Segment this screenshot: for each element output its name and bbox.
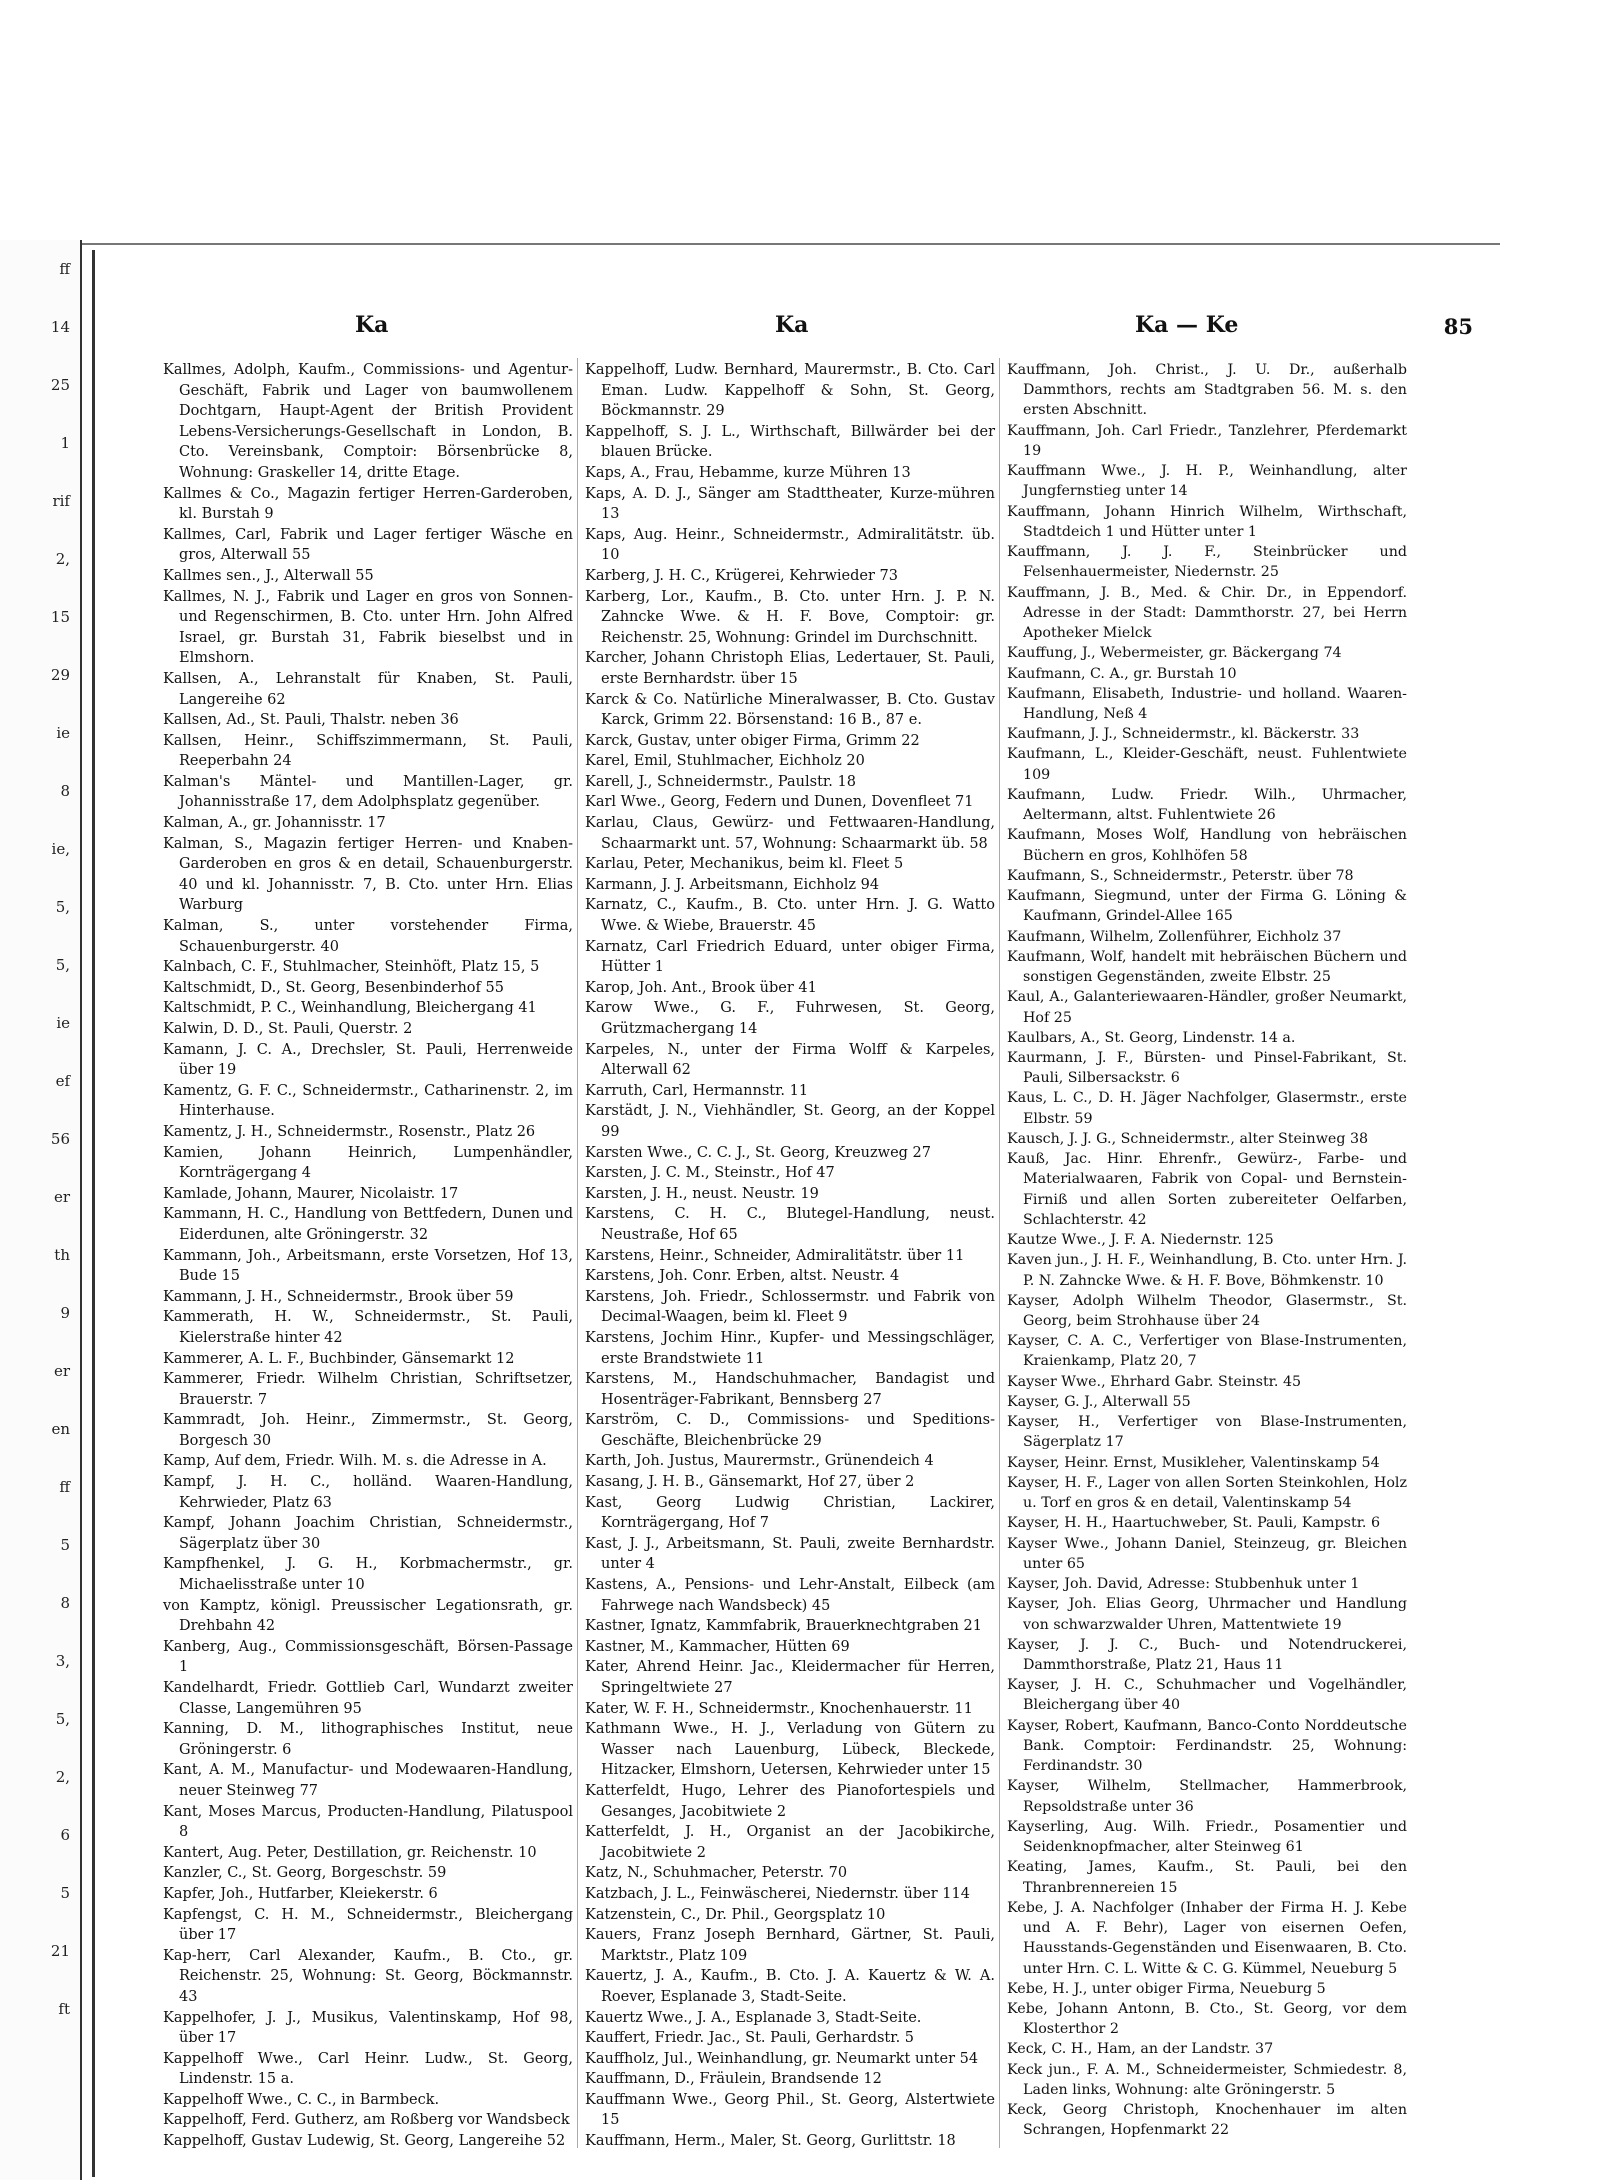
directory-entry: Kaps, A. D. J., Sänger am Stadttheater, Kurze-mühren 13: [585, 485, 995, 523]
directory-entry: Kaufmann, C. A., gr. Burstah 10: [1007, 665, 1237, 682]
previous-page-fragment: 6: [60, 1826, 70, 1844]
directory-entry: Kaufmann, Elisabeth, Industrie- und holland. Waaren-Handlung, Neß 4: [1007, 685, 1407, 722]
directory-entry: Kaltschmidt, D., St. Georg, Besenbinderhof 55: [163, 979, 504, 996]
directory-entry: Kaulbars, A., St. Georg, Lindenstr. 14 a.: [1007, 1029, 1296, 1046]
previous-page-fragment: 21: [50, 1942, 70, 1960]
previous-page-fragment: 5: [60, 1536, 70, 1554]
directory-entry: Kamann, J. C. A., Drechsler, St. Pauli, Herrenweide über 19: [163, 1041, 573, 1079]
directory-entry: Kammann, Joh., Arbeitsmann, erste Vorsetzen, Hof 13, Bude 15: [163, 1247, 573, 1285]
directory-entry: Kamentz, G. F. C., Schneidermstr., Catharinenstr. 2, im Hinterhause.: [163, 1082, 573, 1120]
directory-entry: Kausch, J. J. G., Schneidermstr., alter Steinweg 38: [1007, 1130, 1369, 1147]
previous-page-fragment: 14: [50, 318, 70, 336]
column-3: [1007, 360, 1407, 2141]
directory-entry: Kauers, Franz Joseph Bernhard, Gärtner, St. Pauli, Marktstr., Platz 109: [585, 1927, 995, 1964]
directory-page: [92, 250, 1503, 2177]
directory-entry: Kaufmann, Ludw. Friedr. Wilh., Uhrmacher, Aeltermann, altst. Fuhlentwiete 26: [1007, 786, 1407, 824]
directory-entry: Kalman, S., unter vorstehender Firma, Schauenburgerstr. 40: [163, 918, 573, 955]
directory-entry: Kebe, J. A. Nachfolger (Inhaber der Firma H. J. Kebe und A. F. Behr), Lager von eisernen Oefen, Hausstands-Gegenständen und Eisenwaaren, B. Cto. unter Hrn. C. L. Witte & C. G. Kümmel, Neueburg 5: [1007, 1899, 1407, 1977]
directory-entry: Karell, J., Schneidermstr., Paulstr. 18: [585, 773, 856, 790]
directory-entry: Kayser, C. A. C., Verfertiger von Blase-Instrumenten, Kraienkamp, Platz 20, 7: [1007, 1333, 1407, 1370]
directory-entry: Kayser, Robert, Kaufmann, Banco-Conto Norddeutsche Bank. Comptoir: Ferdinandstr. 25, Wohnung: Ferdinandstr. 30: [1007, 1717, 1407, 1775]
directory-entry: Kant, A. M., Manufactur- und Modewaaren-Handlung, neuer Steinweg 77: [163, 1762, 573, 1799]
directory-entry: Karth, Joh. Justus, Maurermstr., Grünendeich 4: [585, 1453, 934, 1470]
directory-entry: Karberg, J. H. C., Krügerei, Kehrwieder 73: [585, 567, 898, 584]
directory-entry: Kalman, A., gr. Johannisstr. 17: [163, 815, 386, 832]
directory-entry: Kammann, H. C., Handlung von Bettfedern, Dunen und Eiderdunen, alte Gröningerstr. 32: [163, 1206, 573, 1243]
directory-entry: Karnatz, C., Kaufm., B. Cto. unter Hrn. J. G. Watto Wwe. & Wiebe, Brauerstr. 45: [585, 897, 995, 935]
directory-entry: Kautze Wwe., J. F. A. Niedernstr. 125: [1007, 1232, 1274, 1249]
directory-entry: Kauffmann, J. J. F., Steinbrücker und Felsenhauermeister, Niedernstr. 25: [1007, 544, 1407, 581]
directory-entry: Kaufmann, Moses Wolf, Handlung von hebräischen Büchern en gros, Kohlhöfen 58: [1007, 827, 1407, 864]
directory-entry: Karstädt, J. N., Viehhändler, St. Georg, an der Koppel 99: [585, 1103, 995, 1140]
directory-entry: Kampf, Johann Joachim Christian, Schneidermstr., Sägerplatz über 30: [163, 1515, 573, 1552]
directory-entry: Kammerath, H. W., Schneidermstr., St. Pauli, Kielerstraße hinter 42: [163, 1309, 573, 1346]
directory-entry: von Kamptz, königl. Preussischer Legationsrath, gr. Drehbahn 42: [163, 1597, 573, 1635]
directory-entry: Kauertz Wwe., J. A., Esplanade 3, Stadt-Seite.: [585, 2009, 922, 2026]
directory-entry: Karel, Emil, Stuhlmacher, Eichholz 20: [585, 753, 865, 770]
directory-entry: Karstens, Heinr., Schneider, Admiralitätstr. über 11: [585, 1247, 965, 1264]
directory-entry: Kandelhardt, Friedr. Gottlieb Carl, Wundarzt zweiter Classe, Langemühren 95: [163, 1680, 573, 1717]
column-rule-1: [577, 358, 578, 2148]
directory-entry: Kanning, D. M., lithographisches Institut, neue Gröningerstr. 6: [163, 1721, 573, 1758]
directory-entry: Kayser, J. J. C., Buch- und Notendruckerei, Dammthorstraße, Platz 21, Haus 11: [1007, 1636, 1407, 1673]
directory-entry: Kapfengst, C. H. M., Schneidermstr., Bleichergang über 17: [163, 1906, 573, 1944]
directory-entry: Kayser, H., Verfertiger von Blase-Instrumenten, Sägerplatz 17: [1007, 1414, 1407, 1451]
directory-entry: Kater, W. F. H., Schneidermstr., Knochenhauerstr. 11: [585, 1700, 973, 1717]
directory-entry: Kaufmann, Wolf, handelt mit hebräischen Büchern und sonstigen Gegenständen, zweite Elbstr. 25: [1007, 948, 1407, 986]
previous-page-fragment: 5,: [55, 1710, 70, 1728]
directory-entry: Kayser, Joh. Elias Georg, Uhrmacher und Handlung von schwarzwalder Uhren, Mattentwiete 19: [1007, 1596, 1407, 1633]
directory-entry: Kaps, Aug. Heinr., Schneidermstr., Admiralitätstr. üb. 10: [585, 526, 995, 564]
previous-page-fragment: er: [53, 1188, 70, 1206]
directory-entry: Kayser, G. J., Alterwall 55: [1007, 1393, 1191, 1410]
directory-entry: Kamien, Johann Heinrich, Lumpenhändler, Kornträgergang 4: [163, 1144, 573, 1182]
directory-entry: Kauffmann Wwe., Georg Phil., St. Georg, Alstertwiete 15: [585, 2091, 995, 2129]
directory-entry: Kasang, J. H. B., Gänsemarkt, Hof 27, über 2: [585, 1474, 915, 1491]
column-header-middle: Ka: [775, 312, 809, 338]
directory-entry: Kauertz, J. A., Kaufm., B. Cto. J. A. Kauertz & W. A. Roever, Esplanade 3, Stadt-Seite.: [585, 1968, 995, 2005]
directory-entry: Kammradt, Joh. Heinr., Zimmermstr., St. Georg, Borgesch 30: [163, 1412, 573, 1449]
directory-entry: Kammann, J. H., Schneidermstr., Brook über 59: [163, 1288, 514, 1305]
directory-entry: Karruth, Carl, Hermannstr. 11: [585, 1082, 809, 1099]
directory-entry: Kallmes sen., J., Alterwall 55: [163, 567, 374, 584]
previous-page-fragment: th: [54, 1246, 70, 1264]
directory-entry: Kalman, S., Magazin fertiger Herren- und Knaben-Garderoben en gros & en detail, Schauenburgerstr. 40 und kl. Johannisstr. 7, B. Cto. unter Hrn. Elias Warburg: [163, 835, 573, 914]
directory-entry: Kaufmann, Siegmund, unter der Firma G. Löning & Kaufmann, Grindel-Allee 165: [1007, 888, 1407, 925]
column-2: [585, 360, 995, 2152]
previous-page-fragment: 9: [60, 1304, 70, 1322]
directory-entry: Kauffert, Friedr. Jac., St. Pauli, Gerhardstr. 5: [585, 2030, 915, 2047]
directory-entry: Kap-herr, Carl Alexander, Kaufm., B. Cto., gr. Reichenstr. 25, Wohnung: St. Georg, Böckmannstr. 43: [163, 1947, 573, 2005]
directory-entry: Kauß, Jac. Hinr. Ehrenfr., Gewürz-, Farbe- und Materialwaaren, Fabrik von Copal- und Bernstein-Firniß und allen Sorten zubereiteter Oelfarben, Schlachterstr. 42: [1007, 1151, 1407, 1228]
directory-entry: Karck & Co. Natürliche Mineralwasser, B. Cto. Gustav Karck, Grimm 22. Börsenstand: 16 B., 87 e.: [585, 691, 995, 729]
directory-entry: Kappelhofer, J. J., Musikus, Valentinskamp, Hof 98, über 17: [163, 2009, 573, 2047]
previous-page-fragment: 8: [60, 1594, 70, 1612]
directory-entry: Kallmes, N. J., Fabrik und Lager en gros von Sonnen- und Regenschirmen, B. Cto. unter Hrn. John Alfred Israel, gr. Burstah 31, Fabrik bieselbst und in Elmshorn.: [163, 588, 573, 667]
directory-entry: Kauffmann, D., Fräulein, Brandsende 12: [585, 2071, 882, 2088]
directory-entry: Kanberg, Aug., Commissionsgeschäft, Börsen-Passage 1: [163, 1638, 573, 1676]
directory-entry: Kaul, A., Galanteriewaaren-Händler, großer Neumarkt, Hof 25: [1007, 989, 1407, 1026]
directory-entry: Kaltschmidt, P. C., Weinhandlung, Bleichergang 41: [163, 1000, 537, 1017]
directory-entry: Kappelhoff, Ferd. Gutherz, am Roßberg vor Wandsbeck: [163, 2112, 570, 2129]
previous-page-fragment: 3,: [55, 1652, 70, 1670]
previous-page-fragment: 2,: [55, 550, 70, 568]
directory-entry: Kanzler, C., St. Georg, Borgeschstr. 59: [163, 1865, 447, 1882]
directory-entry: Kallmes & Co., Magazin fertiger Herren-Garderoben, kl. Burstah 9: [163, 485, 573, 523]
directory-entry: Kallsen, Ad., St. Pauli, Thalstr. neben 36: [163, 712, 459, 729]
directory-entry: Kayser, J. H. C., Schuhmacher und Vogelhändler, Bleichergang über 40: [1007, 1677, 1407, 1714]
directory-entry: Kallsen, A., Lehranstalt für Knaben, St. Pauli, Langereihe 62: [163, 670, 573, 708]
directory-entry: Kalwin, D. D., St. Pauli, Querstr. 2: [163, 1021, 413, 1037]
directory-entry: Kant, Moses Marcus, Producten-Handlung, Pilatuspool 8: [163, 1803, 573, 1841]
directory-entry: Kammerer, Friedr. Wilhelm Christian, Schriftsetzer, Brauerstr. 7: [163, 1371, 573, 1408]
previous-page-fragment: 5,: [55, 898, 70, 916]
directory-entry: Kammerer, A. L. F., Buchbinder, Gänsemarkt 12: [163, 1350, 515, 1367]
directory-entry: Kaurmann, J. F., Bürsten- und Pinsel-Fabrikant, St. Pauli, Silbersackstr. 6: [1007, 1049, 1407, 1087]
directory-entry: Karsten, J. H., neust. Neustr. 19: [585, 1185, 819, 1202]
directory-entry: Kayser, Heinr. Ernst, Musikleher, Valentinskamp 54: [1007, 1454, 1380, 1471]
previous-page-fragment: en: [51, 1420, 70, 1438]
directory-entry: Kaufmann, S., Schneidermstr., Peterstr. über 78: [1007, 867, 1354, 884]
directory-entry: Kamp, Auf dem, Friedr. Wilh. M. s. die Adresse in A.: [163, 1453, 547, 1470]
directory-entry: Kaufmann, J. J., Schneidermstr., kl. Bäckerstr. 33: [1007, 726, 1360, 743]
directory-entry: Kaven jun., J. H. F., Weinhandlung, B. Cto. unter Hrn. J. P. N. Zahncke Wwe. & H. F. Bove, Böhmkenstr. 10: [1007, 1252, 1407, 1289]
directory-entry: Kebe, Johann Antonn, B. Cto., St. Georg, vor dem Klosterthor 2: [1007, 2000, 1407, 2038]
previous-page-fragment: 1: [60, 434, 70, 452]
directory-entry: Karcher, Johann Christoph Elias, Ledertauer, St. Pauli, erste Bernhardstr. über 15: [585, 650, 995, 687]
previous-page-fragment: 29: [50, 666, 70, 684]
directory-entry: Karnatz, Carl Friedrich Eduard, unter obiger Firma, Hütter 1: [585, 938, 995, 976]
directory-entry: Kappelhoff, Ludw. Bernhard, Maurermstr., B. Cto. Carl Eman. Ludw. Kappelhoff & Sohn, St. Georg, Böckmannstr. 29: [585, 362, 995, 420]
page-number: 85: [1443, 314, 1473, 339]
previous-page-fragment: ie: [56, 724, 70, 742]
directory-entry: Keck, Georg Christoph, Knochenhauer im alten Schrangen, Hopfenmarkt 22: [1007, 2102, 1407, 2139]
directory-entry: Karl Wwe., Georg, Federn und Dunen, Dovenfleet 71: [585, 794, 974, 811]
directory-entry: Karstens, M., Handschuhmacher, Bandagist und Hosenträger-Fabrikant, Bennsberg 27: [585, 1371, 995, 1408]
column-1: [163, 360, 573, 2152]
directory-entry: Kast, J. J., Arbeitsmann, St. Pauli, zweite Bernhardstr. unter 4: [585, 1535, 995, 1573]
directory-entry: Kauffmann, J. B., Med. & Chir. Dr., in Eppendorf. Adresse in der Stadt: Dammthorstr. 27, bei Herrn Apotheker Mielck: [1007, 584, 1407, 642]
previous-page-fragment: ef: [55, 1072, 70, 1090]
previous-page-fragment: ie,: [51, 840, 70, 858]
directory-entry: Karstens, Joh. Friedr., Schlossermstr. und Fabrik von Decimal-Waagen, beim kl. Fleet 9: [585, 1288, 995, 1326]
directory-entry: Kauffmann, Joh. Christ., J. U. Dr., außerhalb Dammthors, rechts am Stadtgraben 56. M. s. den ersten Abschnitt.: [1007, 362, 1407, 419]
previous-page-fragment: 8: [60, 782, 70, 800]
directory-entry: Karlau, Peter, Mechanikus, beim kl. Fleet 5: [585, 856, 904, 873]
directory-entry: Kauffmann Wwe., J. H. P., Weinhandlung, alter Jungfernstieg unter 14: [1007, 463, 1407, 500]
directory-entry: Kauffmann, Herm., Maler, St. Georg, Gurlittstr. 18: [585, 2133, 956, 2150]
directory-entry: Karstens, C. H. C., Blutegel-Handlung, neust. Neustraße, Hof 65: [585, 1206, 995, 1243]
previous-page-fragment: rif: [52, 492, 70, 510]
previous-page-fragment: 5,: [55, 956, 70, 974]
directory-entry: Kantert, Aug. Peter, Destillation, gr. Reichenstr. 10: [163, 1844, 537, 1861]
previous-page-fragment: 25: [50, 376, 70, 394]
directory-entry: Kauffung, J., Webermeister, gr. Bäckergang 74: [1007, 645, 1342, 662]
directory-entry: Kayser Wwe., Johann Daniel, Steinzeug, gr. Bleichen unter 65: [1007, 1535, 1407, 1572]
previous-page-fragment: ie: [56, 1014, 70, 1032]
directory-entry: Karop, Joh. Ant., Brook über 41: [585, 979, 817, 996]
directory-entry: Katterfeldt, Hugo, Lehrer des Pianofortespiels und Gesanges, Jacobitwiete 2: [585, 1782, 995, 1820]
directory-entry: Kamentz, J. H., Schneidermstr., Rosenstr., Platz 26: [163, 1123, 536, 1140]
previous-page-fragment: 5: [60, 1884, 70, 1902]
directory-entry: Karck, Gustav, unter obiger Firma, Grimm 22: [585, 732, 920, 749]
directory-entry: Kallsen, Heinr., Schiffszimmermann, St. Pauli, Reeperbahn 24: [163, 732, 573, 770]
directory-entry: Karsten Wwe., C. C. J., St. Georg, Kreuzweg 27: [585, 1144, 931, 1161]
directory-entry: Katzenstein, C., Dr. Phil., Georgsplatz 10: [585, 1906, 886, 1923]
previous-page-fragment: ft: [58, 2000, 70, 2018]
directory-entry: Keck jun., F. A. M., Schneidermeister, Schmiedestr. 8, Laden links, Wohnung: alte Gröningerstr. 5: [1007, 2061, 1407, 2098]
previous-page-edge: [0, 240, 82, 2180]
directory-entry: Kapfer, Joh., Hutfarber, Kleiekerstr. 6: [163, 1885, 438, 1902]
directory-entry: Kauffmann, Joh. Carl Friedr., Tanzlehrer, Pferdemarkt 19: [1007, 422, 1407, 459]
column-header-right: Ka — Ke: [1135, 312, 1239, 338]
directory-entry: Karsten, J. C. M., Steinstr., Hof 47: [585, 1165, 835, 1182]
directory-entry: Keck, C. H., Ham, an der Landstr. 37: [1007, 2041, 1274, 2058]
directory-entry: Karpeles, N., unter der Firma Wolff & Karpeles, Alterwall 62: [585, 1041, 995, 1079]
directory-entry: Kappelhoff Wwe., C. C., in Barmbeck.: [163, 2091, 440, 2108]
directory-entry: Kathmann Wwe., H. J., Verladung von Gütern zu Wasser nach Lauenburg, Lübeck, Bleckede, Hitzacker, Elmshorn, Uetersen, Kehrwieder unter 15: [585, 1721, 995, 1779]
directory-entry: Kebe, H. J., unter obiger Firma, Neueburg 5: [1007, 1980, 1326, 1997]
directory-entry: Karstens, Joh. Conr. Erben, altst. Neustr. 4: [585, 1268, 900, 1285]
directory-entry: Kayser, H. H., Haartuchweber, St. Pauli, Kampstr. 6: [1007, 1515, 1381, 1532]
directory-entry: Kalnbach, C. F., Stuhlmacher, Steinhöft, Platz 15, 5: [163, 959, 540, 976]
directory-entry: Katzbach, J. L., Feinwäscherei, Niedernstr. über 114: [585, 1885, 970, 1902]
directory-entry: Kalman's Mäntel- und Mantillen-Lager, gr. Johannisstraße 17, dem Adolphsplatz gegenüber.: [163, 773, 573, 811]
directory-entry: Kayser, Wilhelm, Stellmacher, Hammerbrook, Repsoldstraße unter 36: [1007, 1778, 1407, 1815]
previous-page-fragment: 2,: [55, 1768, 70, 1786]
directory-entry: Karstens, Jochim Hinr., Kupfer- und Messingschläger, erste Brandstwiete 11: [585, 1329, 995, 1367]
directory-entry: Kastner, M., Kammacher, Hütten 69: [585, 1638, 850, 1655]
directory-entry: Kampf, J. H. C., holländ. Waaren-Handlung, Kehrwieder, Platz 63: [163, 1474, 573, 1511]
directory-entry: Kaufmann, L., Kleider-Geschäft, neust. Fuhlentwiete 109: [1007, 746, 1407, 783]
directory-entry: Kayser, Joh. David, Adresse: Stubbenhuk unter 1: [1007, 1576, 1360, 1593]
directory-entry: Karow Wwe., G. F., Fuhrwesen, St. Georg, Grützmachergang 14: [585, 1000, 995, 1037]
directory-entry: Kappelhoff Wwe., Carl Heinr. Ludw., St. Georg, Lindenstr. 15 a.: [163, 2050, 573, 2088]
directory-entry: Kamlade, Johann, Maurer, Nicolaistr. 17: [163, 1185, 459, 1202]
directory-entry: Kastens, A., Pensions- und Lehr-Anstalt, Eilbeck (am Fahrwege nach Wandsbeck) 45: [585, 1577, 995, 1614]
directory-entry: Katz, N., Schuhmacher, Peterstr. 70: [585, 1865, 848, 1882]
directory-entry: Kayser Wwe., Ehrhard Gabr. Steinstr. 45: [1007, 1373, 1302, 1390]
directory-entry: Kaps, A., Frau, Hebamme, kurze Mühren 13: [585, 464, 911, 481]
directory-entry: Kater, Ahrend Heinr. Jac., Kleidermacher für Herren, Springeltwiete 27: [585, 1659, 995, 1696]
directory-entry: Kaufmann, Wilhelm, Zollenführer, Eichholz 37: [1007, 928, 1342, 945]
directory-entry: Karström, C. D., Commissions- und Speditions-Geschäfte, Bleichenbrücke 29: [585, 1412, 995, 1449]
column-header-left: Ka: [355, 312, 389, 338]
previous-page-fragment: 15: [50, 608, 70, 626]
directory-entry: Karlau, Claus, Gewürz- und Fettwaaren-Handlung, Schaarmarkt unt. 57, Wohnung: Schaarmarkt üb. 58: [585, 815, 995, 852]
previous-page-fragment: 56: [50, 1130, 70, 1148]
directory-entry: Kallmes, Carl, Fabrik und Lager fertiger Wäsche en gros, Alterwall 55: [163, 526, 573, 564]
column-rule-2: [999, 358, 1000, 2148]
directory-entry: Kayser, H. F., Lager von allen Sorten Steinkohlen, Holz u. Torf en gros & en detail, Valentinskamp 54: [1007, 1474, 1407, 1512]
directory-entry: Kayserling, Aug. Wilh. Friedr., Posamentier und Seidenknopfmacher, alter Steinweg 61: [1007, 1818, 1407, 1856]
directory-entry: Kampfhenkel, J. G. H., Korbmachermstr., gr. Michaelisstraße unter 10: [163, 1556, 573, 1594]
directory-entry: Karmann, J. J. Arbeitsmann, Eichholz 94: [585, 876, 880, 893]
directory-entry: Kappelhoff, Gustav Ludewig, St. Georg, Langereihe 52: [163, 2133, 566, 2150]
directory-entry: Kallmes, Adolph, Kaufm., Commissions- und Agentur-Geschäft, Fabrik und Lager von baumwollenem Dochtgarn, Haupt-Agent der British Provident Lebens-Versicherungs-Gesellschaft in London, B. Cto. Vereinsbank, Comptoir: Börsenbrücke 8, Wohnung: Graskeller 14, dritte Etage.: [163, 362, 573, 481]
directory-entry: Kaus, L. C., D. H. Jäger Nachfolger, Glasermstr., erste Elbstr. 59: [1007, 1090, 1407, 1127]
directory-entry: Kauffmann, Johann Hinrich Wilhelm, Wirthschaft, Stadtdeich 1 und Hütter unter 1: [1007, 503, 1407, 540]
directory-entry: Keating, James, Kaufm., St. Pauli, bei den Thranbrennereien 15: [1007, 1859, 1407, 1896]
previous-page-fragment: ff: [59, 1478, 70, 1496]
directory-entry: Kast, Georg Ludwig Christian, Lackirer, Kornträgergang, Hof 7: [585, 1494, 995, 1532]
directory-entry: Kappelhoff, S. J. L., Wirthschaft, Billwärder bei der blauen Brücke.: [585, 423, 995, 461]
directory-entry: Katterfeldt, J. H., Organist an der Jacobikirche, Jacobitwiete 2: [585, 1824, 995, 1861]
previous-page-fragment: er: [53, 1362, 70, 1380]
previous-page-fragment: ff: [59, 260, 70, 278]
directory-entry: Kauffholz, Jul., Weinhandlung, gr. Neumarkt unter 54: [585, 2050, 979, 2067]
directory-entry: Kayser, Adolph Wilhelm Theodor, Glasermstr., St. Georg, beim Strohhause über 24: [1007, 1292, 1407, 1330]
directory-entry: Kastner, Ignatz, Kammfabrik, Brauerknechtgraben 21: [585, 1618, 982, 1635]
directory-entry: Karberg, Lor., Kaufm., B. Cto. unter Hrn. J. P. N. Zahncke Wwe. & H. F. Bove, Comptoir: gr. Reichenstr. 25, Wohnung: Grindel im Durchschnitt.: [585, 588, 995, 646]
